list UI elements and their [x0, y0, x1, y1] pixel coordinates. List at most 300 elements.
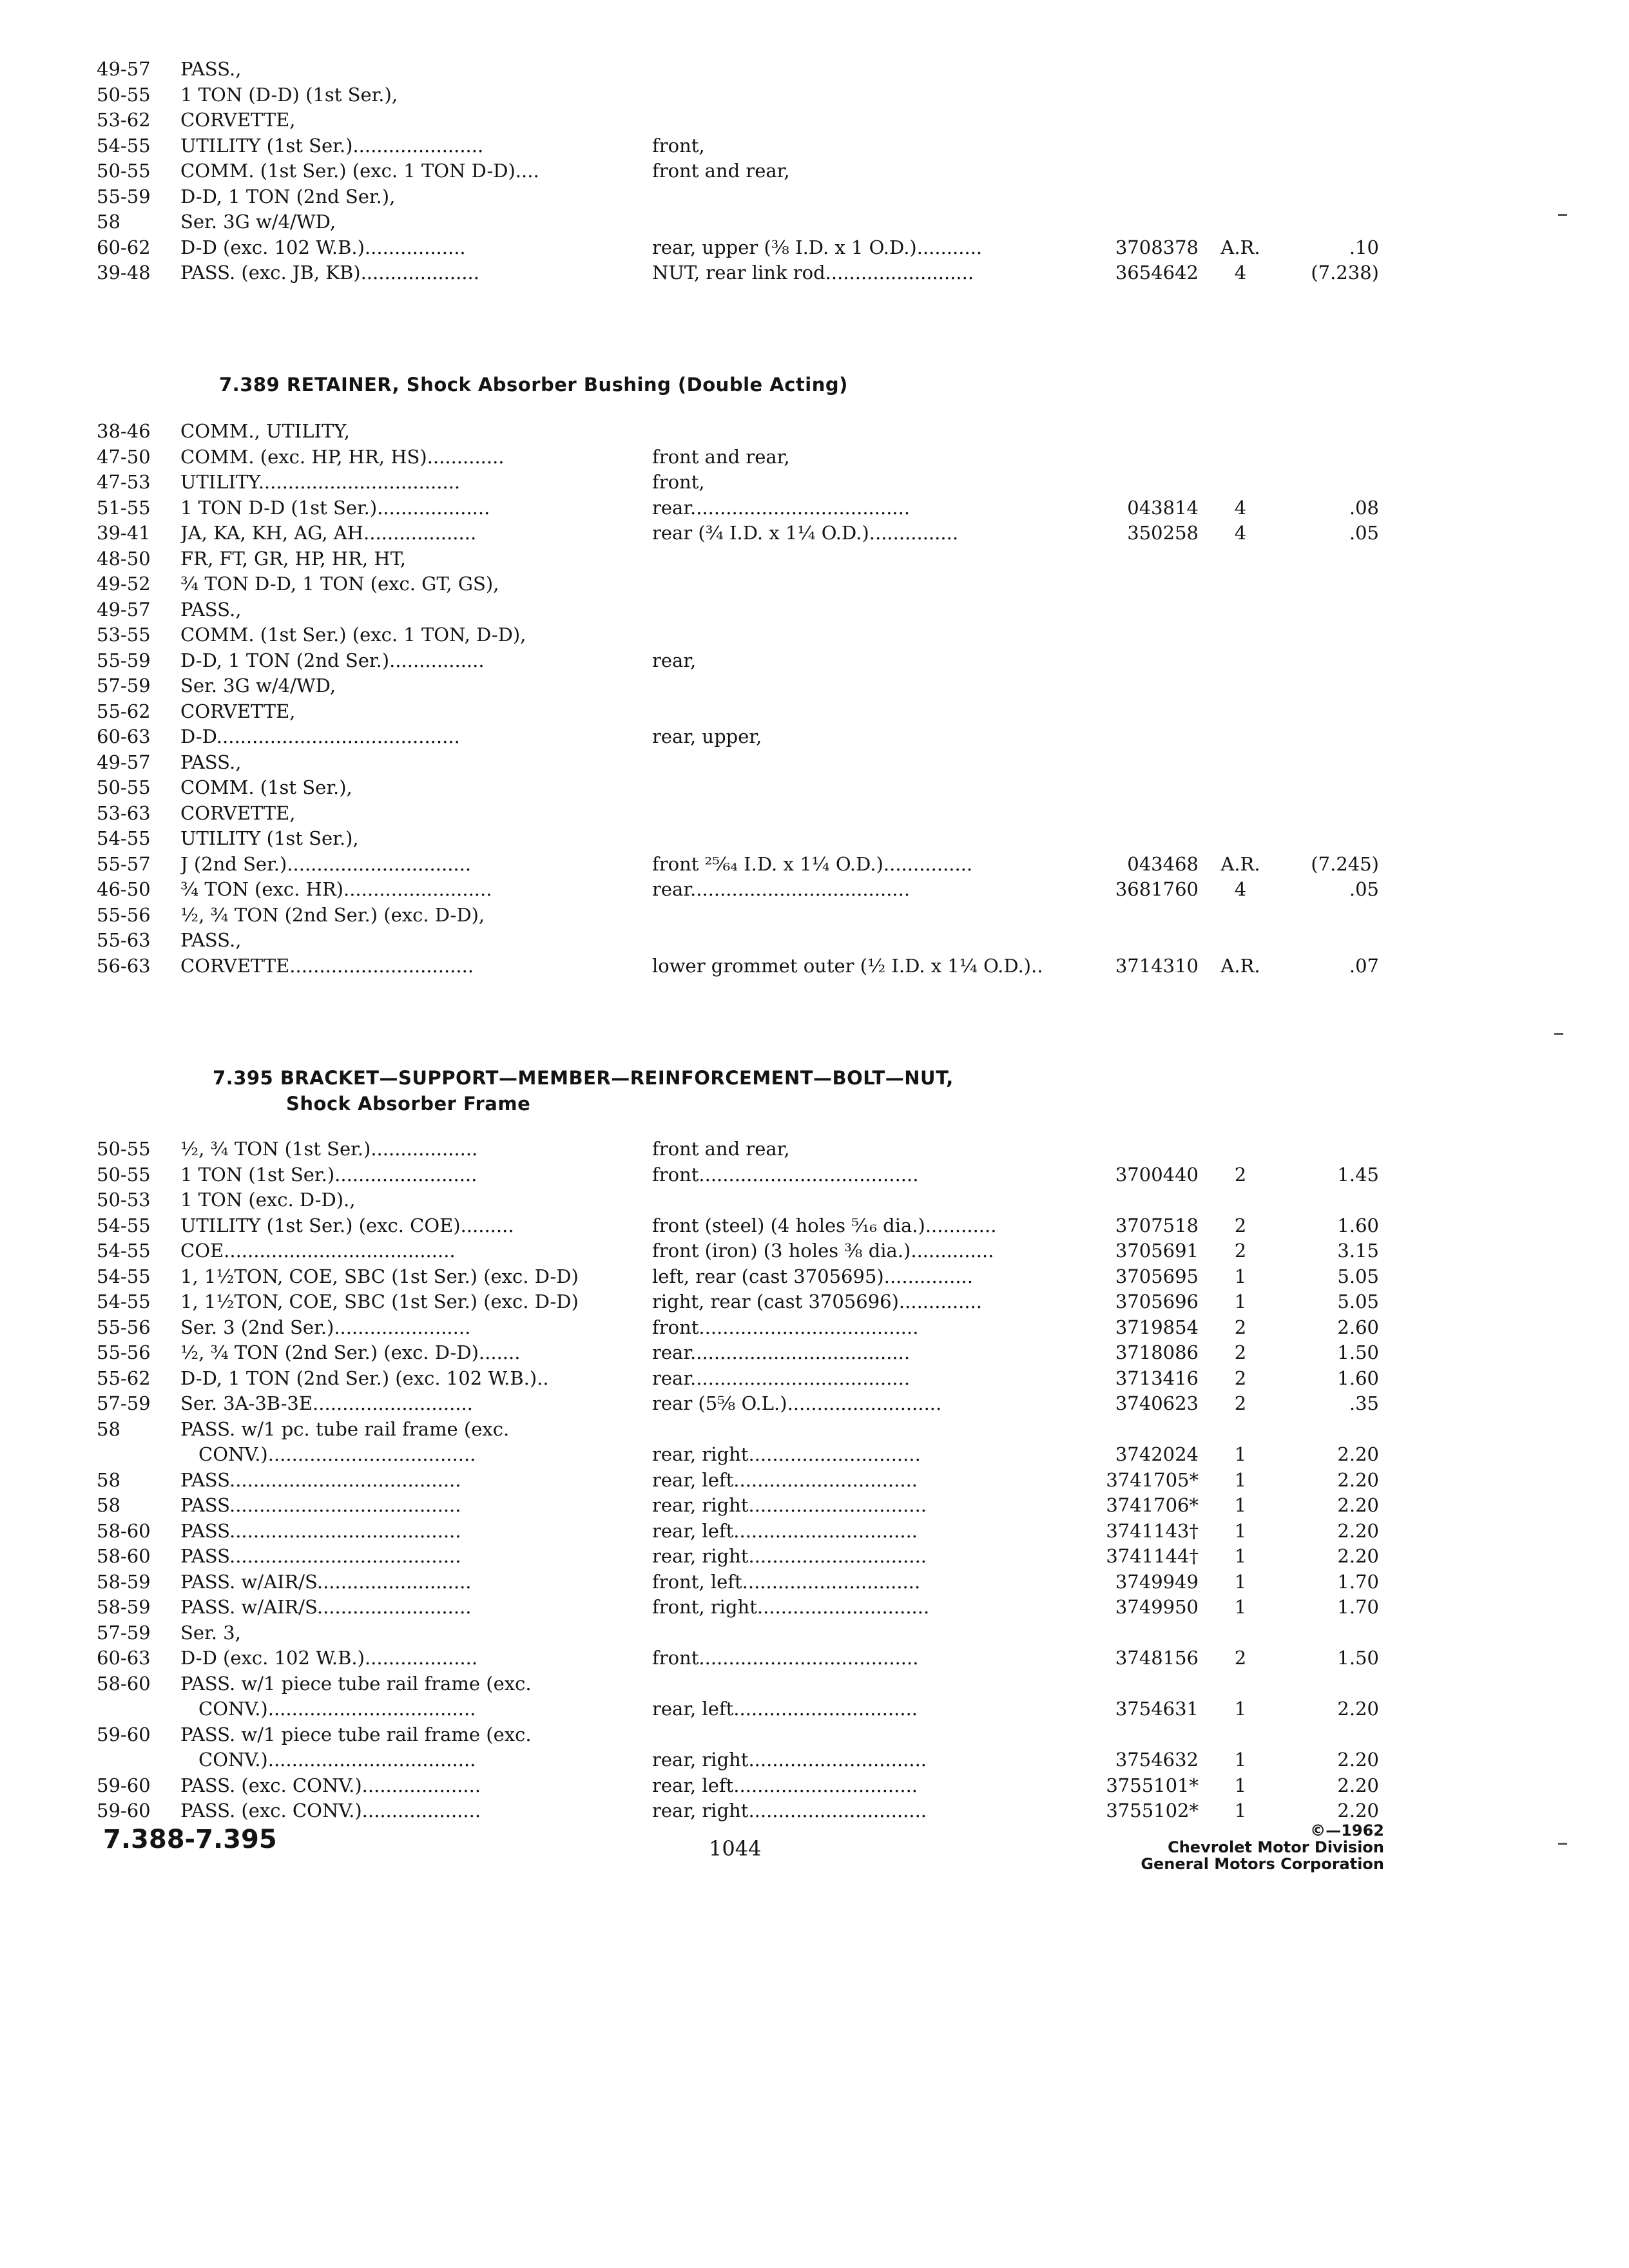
- table-row: [97, 673, 1385, 699]
- table-row: [97, 903, 1385, 928]
- model-years: 60-62: [97, 236, 151, 258]
- model-description: COMM. (1st Ser.),: [180, 776, 352, 798]
- part-description: front, left..............................: [652, 1570, 921, 1593]
- table-row: [97, 1671, 1385, 1722]
- part-description: front and rear,: [652, 1138, 790, 1160]
- model-description: CORVETTE...............................: [180, 954, 474, 977]
- part-number: 3741706*: [1106, 1494, 1199, 1516]
- quantity: 2: [1234, 1214, 1247, 1236]
- model-cell: [180, 1417, 677, 1468]
- part-description: front.....................................: [652, 1647, 919, 1669]
- section-range: 7.388-7.395: [103, 1825, 277, 1854]
- model-years: 55-56: [97, 903, 151, 926]
- quantity: 1: [1234, 1698, 1247, 1720]
- model-description: PASS.,: [180, 751, 242, 773]
- table-row: [97, 82, 1385, 108]
- table-row: [97, 775, 1385, 801]
- price: 2.20: [1337, 1774, 1379, 1796]
- margin-mark: [1558, 214, 1567, 216]
- price: 3.15: [1337, 1240, 1379, 1262]
- model-years: 58: [97, 1418, 120, 1440]
- part-description: front (iron) (3 holes ⅜ dia.)..............: [652, 1240, 994, 1262]
- model-years: 46-50: [97, 878, 151, 900]
- model-years: 55-59: [97, 185, 151, 207]
- model-years: 59-60: [97, 1800, 151, 1821]
- section-389-title: 7.389 RETAINER, Shock Absorber Bushing (Double Acting): [219, 374, 848, 396]
- division: Chevrolet Motor Division: [1168, 1838, 1384, 1856]
- model-years: 50-55: [97, 160, 151, 182]
- table-row: [97, 648, 1385, 674]
- part-number: 3713416: [1115, 1367, 1199, 1389]
- price: 5.05: [1337, 1265, 1379, 1287]
- model-years: 60-63: [97, 726, 151, 747]
- quantity: 1: [1234, 1443, 1247, 1465]
- corporation: General Motors Corporation: [1141, 1855, 1384, 1873]
- quantity: 4: [1234, 522, 1247, 544]
- quantity: 1: [1234, 1596, 1247, 1618]
- model-cell: [180, 1213, 677, 1239]
- model-years: 58-60: [97, 1672, 151, 1695]
- model-description: 1, 1½TON, COE, SBC (1st Ser.) (exc. D-D): [180, 1265, 579, 1287]
- quantity: A.R.: [1220, 954, 1260, 977]
- table-row: [97, 1773, 1385, 1799]
- model-description: PASS. w/1 piece tube rail frame (exc.: [180, 1723, 532, 1745]
- model-description-continued: CONV.)...................................: [198, 1443, 476, 1465]
- model-years: 38-46: [97, 420, 151, 442]
- part-description: rear, upper,: [652, 726, 762, 747]
- model-years: 49-57: [97, 598, 151, 620]
- table-row: [97, 1798, 1385, 1824]
- model-cell: [180, 184, 677, 210]
- model-description: ¾ TON (exc. HR).........................: [180, 878, 492, 900]
- model-cell: [180, 159, 677, 184]
- model-years: 54-55: [97, 1214, 151, 1236]
- part-description: rear (5⅝ O.L.)..........................: [652, 1392, 942, 1414]
- table-row: [97, 852, 1385, 878]
- table-row: [97, 928, 1385, 954]
- model-cell: [180, 877, 677, 903]
- publisher-credit: [1141, 1822, 1384, 1872]
- model-cell: [180, 1671, 677, 1722]
- model-cell: [180, 801, 677, 827]
- table-row: [97, 546, 1385, 572]
- model-cell: [180, 1798, 677, 1824]
- model-cell: [180, 928, 677, 954]
- section-395-subtitle: Shock Absorber Frame: [286, 1093, 531, 1115]
- model-years: 48-50: [97, 547, 151, 570]
- model-description: ½, ¾ TON (2nd Ser.) (exc. D-D),: [180, 903, 485, 926]
- model-cell: [180, 903, 677, 928]
- model-description: PASS. w/1 piece tube rail frame (exc.: [180, 1672, 532, 1695]
- part-description: rear, right.............................: [652, 1443, 921, 1465]
- part-number: 3681760: [1115, 878, 1199, 900]
- table-row: [97, 1646, 1385, 1671]
- model-years: 50-55: [97, 1163, 151, 1186]
- table-row: [97, 184, 1385, 210]
- model-years: 53-62: [97, 109, 151, 131]
- part-number: 3719854: [1115, 1316, 1199, 1338]
- part-description: rear.....................................: [652, 878, 911, 900]
- price: 5.05: [1337, 1291, 1379, 1312]
- price: .08: [1349, 496, 1379, 519]
- price: 2.20: [1337, 1494, 1379, 1516]
- price: .05: [1349, 878, 1379, 900]
- model-cell: [180, 1570, 677, 1595]
- model-description: COMM., UTILITY,: [180, 420, 350, 442]
- price: .35: [1349, 1392, 1379, 1414]
- table-row: [97, 133, 1385, 159]
- model-description: UTILITY..................................: [180, 471, 461, 493]
- part-number: 3741144†: [1106, 1545, 1199, 1567]
- quantity: 4: [1234, 878, 1247, 900]
- table-row: [97, 1366, 1385, 1392]
- part-number: 3740623: [1115, 1392, 1199, 1414]
- table-row: [97, 1519, 1385, 1544]
- model-cell: [180, 82, 677, 108]
- model-description: PASS.,: [180, 598, 242, 620]
- model-years: 50-55: [97, 83, 151, 106]
- model-cell: [180, 133, 677, 159]
- part-number: 3705691: [1115, 1240, 1199, 1262]
- part-number: 3708378: [1115, 236, 1199, 258]
- table-row: [97, 724, 1385, 750]
- model-cell: [180, 852, 677, 878]
- quantity: 1: [1234, 1545, 1247, 1567]
- part-description: rear (¾ I.D. x 1¼ O.D.)...............: [652, 522, 959, 544]
- part-number: 3755101*: [1106, 1774, 1199, 1796]
- part-description: lower grommet outer (½ I.D. x 1¼ O.D.)..: [652, 954, 1043, 977]
- price: 2.60: [1337, 1316, 1379, 1338]
- part-description: rear.....................................: [652, 496, 911, 519]
- model-years: 59-60: [97, 1774, 151, 1796]
- table-row: [97, 1417, 1385, 1468]
- table-row: [97, 1391, 1385, 1417]
- part-number: 043814: [1127, 496, 1199, 519]
- part-number: 3749950: [1115, 1596, 1199, 1618]
- table-row: [97, 954, 1385, 979]
- quantity: 2: [1234, 1392, 1247, 1414]
- model-years: 58-60: [97, 1519, 151, 1542]
- model-description: CORVETTE,: [180, 109, 296, 131]
- model-cell: [180, 1238, 677, 1264]
- part-description: rear.....................................: [652, 1341, 911, 1363]
- table-row: [97, 521, 1385, 546]
- model-description: PASS. (exc. CONV.)....................: [180, 1774, 481, 1796]
- part-number: 3754631: [1115, 1698, 1199, 1720]
- part-description: NUT, rear link rod.........................: [652, 262, 974, 284]
- model-description: Ser. 3 (2nd Ser.).......................: [180, 1316, 471, 1338]
- table-row: [97, 108, 1385, 133]
- copyright: ©—1962: [1310, 1821, 1384, 1840]
- price: 1.60: [1337, 1214, 1379, 1236]
- quantity: A.R.: [1220, 852, 1260, 875]
- model-cell: [180, 260, 677, 286]
- part-number: 3741143†: [1106, 1519, 1199, 1542]
- model-description: D-D.........................................: [180, 726, 460, 747]
- model-years: 55-56: [97, 1316, 151, 1338]
- model-cell: [180, 1773, 677, 1799]
- model-description: PASS.,: [180, 58, 242, 80]
- model-years: 54-55: [97, 1240, 151, 1262]
- model-description: COMM. (exc. HP, HR, HS).............: [180, 445, 505, 468]
- quantity: 2: [1234, 1240, 1247, 1262]
- quantity: 1: [1234, 1800, 1247, 1821]
- model-description: UTILITY (1st Ser.),: [180, 827, 359, 849]
- part-description: rear, right..............................: [652, 1749, 927, 1771]
- price: 1.60: [1337, 1367, 1379, 1389]
- part-number: 3714310: [1115, 954, 1199, 977]
- part-number: 3705696: [1115, 1291, 1199, 1312]
- table-row: [97, 801, 1385, 827]
- model-years: 50-55: [97, 776, 151, 798]
- table-row: [97, 235, 1385, 261]
- model-years: 49-52: [97, 573, 151, 595]
- part-description: right, rear (cast 3705696)..............: [652, 1291, 982, 1312]
- price: 2.20: [1337, 1468, 1379, 1491]
- model-description: ¾ TON D-D, 1 TON (exc. GT, GS),: [180, 573, 499, 595]
- model-description: D-D (exc. 102 W.B.)...................: [180, 1647, 478, 1669]
- table-row: [97, 209, 1385, 235]
- part-description: front,: [652, 134, 705, 157]
- quantity: 1: [1234, 1774, 1247, 1796]
- model-description: PASS.......................................: [180, 1545, 461, 1567]
- price: 2.20: [1337, 1698, 1379, 1720]
- model-years: 55-57: [97, 852, 151, 875]
- part-number: 350258: [1127, 522, 1199, 544]
- table-row: [97, 1289, 1385, 1315]
- price: (7.238): [1311, 262, 1379, 284]
- model-cell: [180, 1620, 677, 1646]
- part-description: front (steel) (4 holes ⁵⁄₁₆ dia.)............: [652, 1214, 997, 1236]
- table-row: [97, 1570, 1385, 1595]
- model-years: 58: [97, 211, 120, 233]
- model-years: 55-59: [97, 649, 151, 671]
- price: 2.20: [1337, 1749, 1379, 1771]
- table-row: [97, 1162, 1385, 1188]
- model-years: 51-55: [97, 496, 151, 519]
- price: .07: [1349, 954, 1379, 977]
- price: 1.70: [1337, 1570, 1379, 1593]
- model-cell: [180, 1646, 677, 1671]
- model-years: 58: [97, 1494, 120, 1516]
- table-row: [97, 159, 1385, 184]
- model-cell: [180, 648, 677, 674]
- model-years: 49-57: [97, 751, 151, 773]
- quantity: 2: [1234, 1647, 1247, 1669]
- model-description: PASS. w/AIR/S..........................: [180, 1570, 472, 1593]
- model-years: 47-50: [97, 445, 151, 468]
- part-description: front.....................................: [652, 1316, 919, 1338]
- model-years: 56-63: [97, 954, 151, 977]
- section-395-table: [97, 1137, 1385, 1824]
- model-cell: [180, 1187, 677, 1213]
- model-years: 57-59: [97, 1621, 151, 1644]
- quantity: 2: [1234, 1163, 1247, 1186]
- quantity: 1: [1234, 1494, 1247, 1516]
- model-description: UTILITY (1st Ser.)......................: [180, 134, 484, 157]
- part-description: front, right.............................: [652, 1596, 930, 1618]
- model-years: 54-55: [97, 1291, 151, 1312]
- table-row: [97, 1187, 1385, 1213]
- quantity: 1: [1234, 1519, 1247, 1542]
- part-description: rear, right..............................: [652, 1494, 927, 1516]
- model-cell: [180, 750, 677, 776]
- model-years: 47-53: [97, 471, 151, 493]
- price: 2.20: [1337, 1545, 1379, 1567]
- model-description: ½, ¾ TON (2nd Ser.) (exc. D-D).......: [180, 1341, 521, 1363]
- model-years: 54-55: [97, 1265, 151, 1287]
- model-description: Ser. 3G w/4/WD,: [180, 211, 336, 233]
- price: 2.20: [1337, 1519, 1379, 1542]
- quantity: 1: [1234, 1265, 1247, 1287]
- model-description: FR, FT, GR, HP, HR, HT,: [180, 547, 406, 570]
- section-388-table: [97, 57, 1385, 286]
- model-cell: [180, 826, 677, 852]
- model-description: D-D, 1 TON (2nd Ser.) (exc. 102 W.B.)..: [180, 1367, 549, 1389]
- model-cell: [180, 445, 677, 470]
- part-description: rear, right..............................: [652, 1545, 927, 1567]
- part-description: front and rear,: [652, 160, 790, 182]
- table-row: [97, 1620, 1385, 1646]
- model-cell: [180, 1391, 677, 1417]
- model-cell: [180, 622, 677, 648]
- part-number: 3755102*: [1106, 1800, 1199, 1821]
- model-description-continued: CONV.)...................................: [198, 1749, 476, 1771]
- table-row: [97, 750, 1385, 776]
- model-cell: [180, 775, 677, 801]
- model-description: UTILITY (1st Ser.) (exc. COE).........: [180, 1214, 514, 1236]
- model-cell: [180, 572, 677, 597]
- section-389-table: [97, 419, 1385, 979]
- part-number: 3742024: [1115, 1443, 1199, 1465]
- model-cell: [180, 1162, 677, 1188]
- quantity: 2: [1234, 1316, 1247, 1338]
- quantity: 1: [1234, 1468, 1247, 1491]
- part-description: front,: [652, 471, 705, 493]
- model-years: 60-63: [97, 1647, 151, 1669]
- quantity: 2: [1234, 1341, 1247, 1363]
- table-row: [97, 1340, 1385, 1366]
- model-years: 57-59: [97, 1392, 151, 1414]
- table-row: [97, 597, 1385, 623]
- model-cell: [180, 1137, 677, 1162]
- model-description: 1, 1½TON, COE, SBC (1st Ser.) (exc. D-D): [180, 1291, 579, 1312]
- page-number: 1044: [709, 1836, 762, 1861]
- part-number: 3749949: [1115, 1570, 1199, 1593]
- model-description: Ser. 3A-3B-3E...........................: [180, 1392, 473, 1414]
- model-cell: [180, 470, 677, 495]
- quantity: 4: [1234, 262, 1247, 284]
- model-years: 59-60: [97, 1723, 151, 1745]
- quantity: 4: [1234, 496, 1247, 519]
- model-description: JA, KA, KH, AG, AH...................: [180, 522, 477, 544]
- price: 1.50: [1337, 1647, 1379, 1669]
- part-number: 3754632: [1115, 1749, 1199, 1771]
- model-description: 1 TON D-D (1st Ser.)...................: [180, 496, 490, 519]
- part-description: left, rear (cast 3705695)...............: [652, 1265, 973, 1287]
- price: .05: [1349, 522, 1379, 544]
- model-years: 58-60: [97, 1545, 151, 1567]
- model-cell: [180, 57, 677, 82]
- table-row: [97, 1544, 1385, 1570]
- part-description: front and rear,: [652, 445, 790, 468]
- model-cell: [180, 1315, 677, 1341]
- model-description: ½, ¾ TON (1st Ser.)..................: [180, 1138, 478, 1160]
- quantity: A.R.: [1220, 236, 1260, 258]
- part-description: rear, left...............................: [652, 1698, 918, 1720]
- model-description: 1 TON (D-D) (1st Ser.),: [180, 83, 398, 106]
- part-number: 3741705*: [1106, 1468, 1199, 1491]
- model-description: J (2nd Ser.)...............................: [180, 852, 472, 875]
- price: .10: [1349, 236, 1379, 258]
- model-description: COMM. (1st Ser.) (exc. 1 TON D-D)....: [180, 160, 539, 182]
- model-description: COMM. (1st Ser.) (exc. 1 TON, D-D),: [180, 624, 526, 646]
- part-number: 043468: [1127, 852, 1199, 875]
- model-years: 49-57: [97, 58, 151, 80]
- section-395-title: 7.395 BRACKET—SUPPORT—MEMBER—REINFORCEMENT—BOLT—NUT,: [213, 1067, 954, 1089]
- model-cell: [180, 521, 677, 546]
- part-description: rear, left...............................: [652, 1468, 918, 1491]
- part-description: front.....................................: [652, 1163, 919, 1186]
- model-cell: [180, 724, 677, 750]
- margin-mark: [1558, 1843, 1567, 1845]
- model-years: 54-55: [97, 827, 151, 849]
- table-row: [97, 1264, 1385, 1290]
- model-cell: [180, 1544, 677, 1570]
- table-row: [97, 1137, 1385, 1162]
- part-description: rear.....................................: [652, 1367, 911, 1389]
- table-row: [97, 826, 1385, 852]
- model-years: 53-55: [97, 624, 151, 646]
- model-description: PASS.......................................: [180, 1494, 461, 1516]
- model-description: D-D, 1 TON (2nd Ser.),: [180, 185, 396, 207]
- model-cell: [180, 1595, 677, 1620]
- model-years: 53-63: [97, 802, 151, 824]
- model-cell: [180, 1468, 677, 1494]
- model-description: PASS. w/1 pc. tube rail frame (exc.: [180, 1418, 510, 1440]
- table-row: [97, 572, 1385, 597]
- model-description: PASS. w/AIR/S..........................: [180, 1596, 472, 1618]
- model-description: Ser. 3,: [180, 1621, 241, 1644]
- quantity: 1: [1234, 1291, 1247, 1312]
- model-description: PASS. (exc. CONV.)....................: [180, 1800, 481, 1821]
- model-cell: [180, 1493, 677, 1519]
- model-years: 58-59: [97, 1596, 151, 1618]
- table-row: [97, 877, 1385, 903]
- model-years: 55-63: [97, 929, 151, 951]
- price: 1.45: [1337, 1163, 1379, 1186]
- model-years: 50-55: [97, 1138, 151, 1160]
- table-row: [97, 57, 1385, 82]
- part-description: front ²⁵⁄₆₄ I.D. x 1¼ O.D.)...............: [652, 852, 973, 875]
- model-description: D-D (exc. 102 W.B.).................: [180, 236, 466, 258]
- margin-mark: [1554, 1033, 1563, 1035]
- quantity: 1: [1234, 1749, 1247, 1771]
- part-number: 3707518: [1115, 1214, 1199, 1236]
- part-number: 3705695: [1115, 1265, 1199, 1287]
- part-number: 3700440: [1115, 1163, 1199, 1186]
- price: 2.20: [1337, 1800, 1379, 1821]
- model-description: COE.......................................: [180, 1240, 456, 1262]
- model-years: 55-62: [97, 700, 151, 722]
- model-cell: [180, 1366, 677, 1392]
- model-cell: [180, 1340, 677, 1366]
- model-cell: [180, 954, 677, 979]
- model-years: 58-59: [97, 1570, 151, 1593]
- table-row: [97, 1213, 1385, 1239]
- model-description: PASS.......................................: [180, 1468, 461, 1491]
- model-cell: [180, 1519, 677, 1544]
